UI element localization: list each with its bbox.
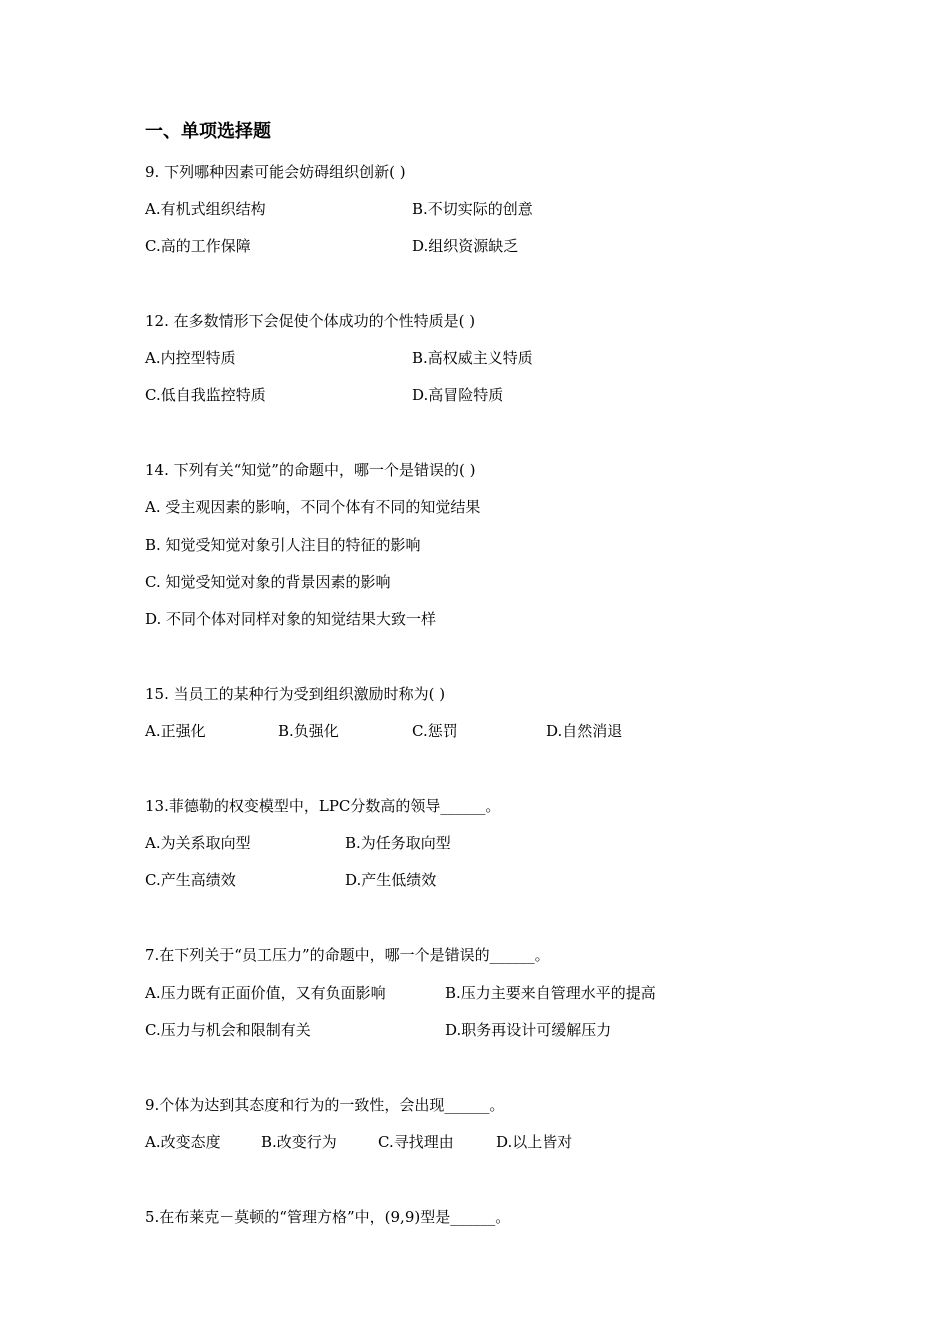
option-b: B.高权威主义特质 bbox=[412, 349, 533, 367]
question-stem: 9. 下列哪种因素可能会妨碍组织创新( ) bbox=[145, 163, 406, 181]
option-d: D.职务再设计可缓解压力 bbox=[445, 1021, 612, 1039]
option-b: B.为任务取向型 bbox=[345, 834, 451, 852]
option-d: D.自然消退 bbox=[546, 722, 623, 740]
option-d: D.以上皆对 bbox=[496, 1133, 573, 1151]
option-a: A. 受主观因素的影响，不同个体有不同的知觉结果 bbox=[145, 498, 481, 516]
question-stem: 12. 在多数情形下会促使个体成功的个性特质是( ) bbox=[145, 312, 476, 330]
question-stem: 13.菲德勒的权变模型中，LPC分数高的领导______。 bbox=[145, 797, 501, 815]
option-a: A.压力既有正面价值，又有负面影响 bbox=[145, 984, 386, 1002]
option-d: D.组织资源缺乏 bbox=[412, 237, 519, 255]
option-b: B.压力主要来自管理水平的提高 bbox=[445, 984, 656, 1002]
option-a: A.内控型特质 bbox=[145, 349, 236, 367]
option-c: C.低自我监控特质 bbox=[145, 386, 266, 404]
question-stem: 14. 下列有关“知觉”的命题中，哪一个是错误的( ) bbox=[145, 461, 476, 479]
option-c: C.惩罚 bbox=[412, 722, 458, 740]
option-a: A.为关系取向型 bbox=[145, 834, 251, 852]
question-stem: 5.在布莱克－莫顿的“管理方格”中，(9,9)型是______。 bbox=[145, 1208, 511, 1226]
option-d: D. 不同个体对同样对象的知觉结果大致一样 bbox=[145, 610, 437, 628]
option-b: B.不切实际的创意 bbox=[412, 200, 533, 218]
option-c: C.产生高绩效 bbox=[145, 871, 236, 889]
option-c: C. 知觉受知觉对象的背景因素的影响 bbox=[145, 573, 391, 591]
option-a: A.有机式组织结构 bbox=[145, 200, 266, 218]
question-stem: 9.个体为达到其态度和行为的一致性，会出现______。 bbox=[145, 1096, 505, 1114]
option-c: C.高的工作保障 bbox=[145, 237, 251, 255]
question-stem: 15. 当员工的某种行为受到组织激励时称为( ) bbox=[145, 685, 446, 703]
option-b: B. 知觉受知觉对象引人注目的特征的影响 bbox=[145, 536, 421, 554]
option-a: A.正强化 bbox=[145, 722, 206, 740]
option-a: A.改变态度 bbox=[145, 1133, 221, 1151]
question-stem: 7.在下列关于“员工压力”的命题中，哪一个是错误的______。 bbox=[145, 946, 550, 964]
option-b: B.改变行为 bbox=[261, 1133, 337, 1151]
section-title: 一、单项选择题 bbox=[145, 121, 271, 142]
option-c: C.寻找理由 bbox=[378, 1133, 454, 1151]
option-b: B.负强化 bbox=[278, 722, 339, 740]
option-c: C.压力与机会和限制有关 bbox=[145, 1021, 311, 1039]
option-d: D.产生低绩效 bbox=[345, 871, 437, 889]
option-d: D.高冒险特质 bbox=[412, 386, 504, 404]
